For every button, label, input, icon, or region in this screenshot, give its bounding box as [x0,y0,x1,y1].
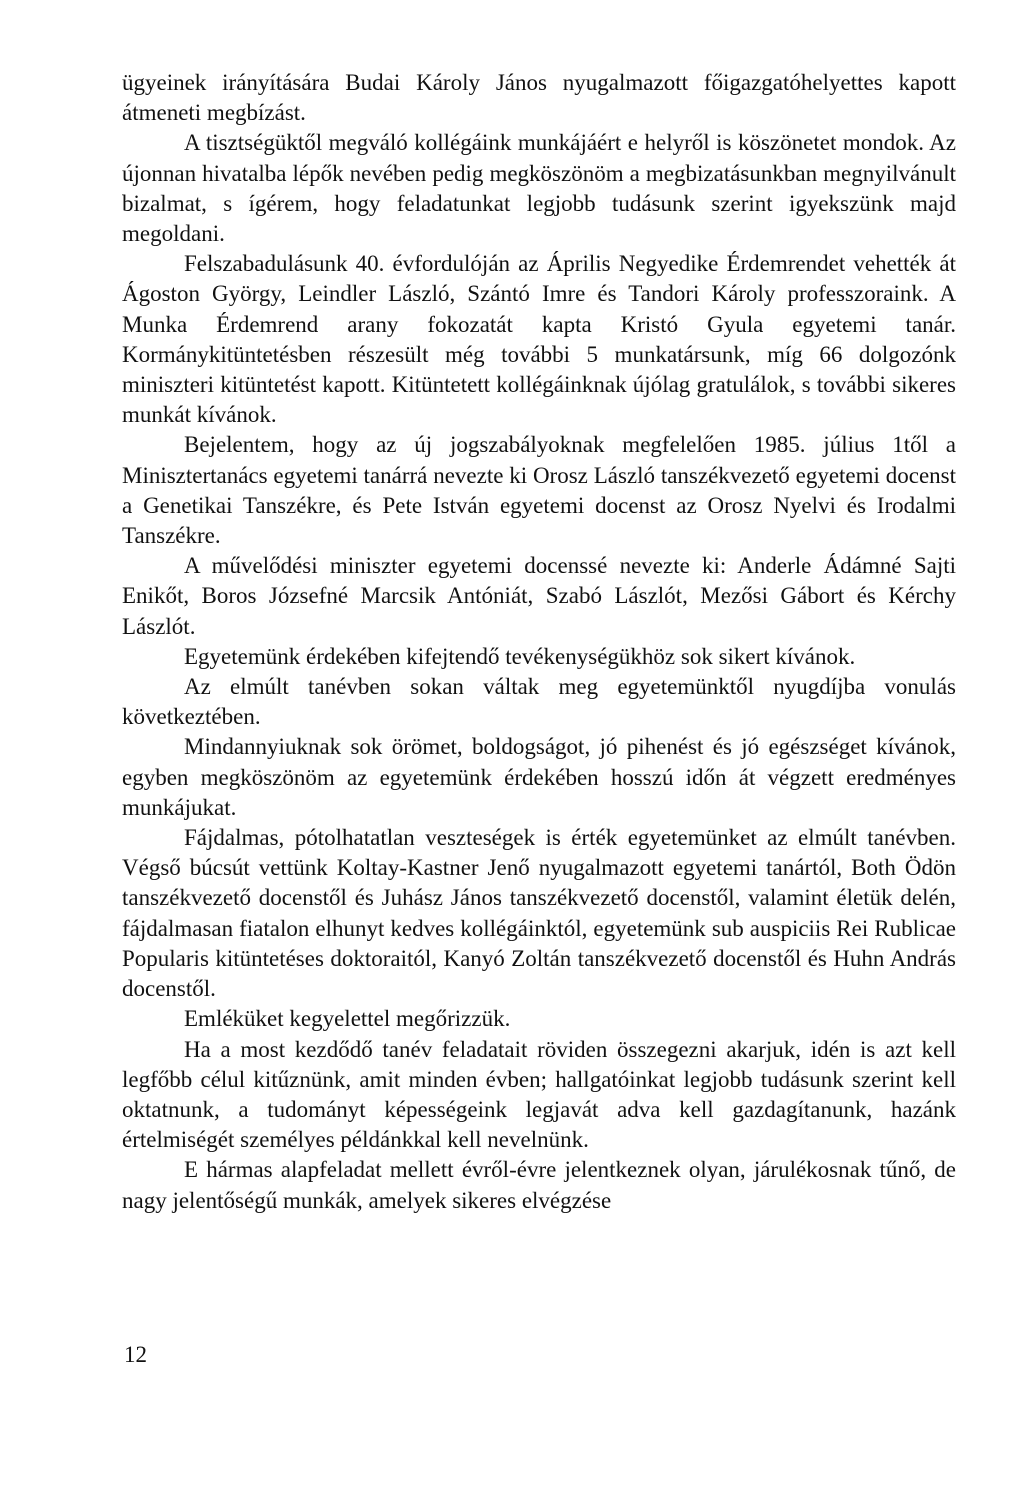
paragraph-2: A tisztségüktől megváló kollégáink munkájáért e helyről is köszönetet mondok. Az újonnan hivatalba lépők nevében pedig megköszönöm a megbizatásunkban megnyilvánult bizalmat, s ígérem, hogy feladatunkat legjobb tudásunk szerint igyekszünk majd megoldani. [122,130,956,247]
paragraph-8: Mindannyiuknak sok örömet, boldogságot, jó pihenést és jó egészséget kívánok, egyben megköszönöm az egyetemünk érdekében hosszú időn át végzett eredményes munkájukat. [122,734,956,820]
paragraph-7: Az elmúlt tanévben sokan váltak meg egyetemünktől nyugdíjba vonulás következtében. [122,674,956,730]
paragraph-9: Fájdalmas, pótolhatatlan veszteségek is érték egyetemünket az elmúlt tanévben. Végső búcsút vettünk Koltay-Kastner Jenő nyugalmazott egyetemi tanártól, Both Ödön tanszékvezető docenstől és Juhász János tanszékvezető docenstől, valamint életük delén, fájdalmasan fiatalon elhunyt kedves kollégáinktól, egyetemünk sub auspiciis Rei Rublicae Popularis kitüntetéses doktoraitól, Kanyó Zoltán tanszékvezető docenstől és Huhn András docenstől. [122,825,956,1002]
paragraph-1: ügyeinek irányítására Budai Károly János nyugalmazott főigazgatóhelyettes kapott átmeneti megbízást. [122,70,956,126]
paragraph-12: E hármas alapfeladat mellett évről-évre jelentkeznek olyan, járulékosnak tűnő, de nagy jelentőségű munkák, amelyek sikeres elvégzése [122,1157,956,1213]
document-body [122,68,956,1216]
paragraph-3: Felszabadulásunk 40. évfordulóján az Április Negyedike Érdemrendet vehették át Ágoston György, Leindler László, Szántó Imre és Tandori Károly professzoraink. A Munka Érdemrend arany fokozatát kapta Kristó Gyula egyetemi tanár. Kormánykitüntetésben részesült még további 5 munkatársunk, míg 66 dolgozónk miniszteri kitüntetést kapott. Kitüntetett kollégáinknak újólag gratulálok, s további sikeres munkát kívánok. [122,251,956,428]
paragraph-10: Emléküket kegyelettel megőrizzük. [184,1006,511,1032]
page-number: 12 [124,1342,147,1367]
paragraph-11: Ha a most kezdődő tanév feladatait röviden összegezni akarjuk, idén is azt kell legfőbb célul kitűznünk, amit minden évben; hallgatóinkat legjobb tudásunk szerint kell oktatnunk, a tudományt képességeink legjavát adva kell gazdagítanunk, hazánk értelmiségét személyes példánkkal kell nevelnünk. [122,1036,956,1153]
paragraph-6: Egyetemünk érdekében kifejtendő tevékenységükhöz sok sikert kívánok. [184,643,856,669]
paragraph-4: Bejelentem, hogy az új jogszabályoknak megfelelően 1985. július 1től a Minisztertanács egyetemi tanárrá nevezte ki Orosz László tanszékvezető egyetemi docenst a Genetikai Tanszékre, és Pete István egyetemi docenst az Orosz Nyelvi és Irodalmi Tanszékre. [122,432,956,549]
paragraph-5: A művelődési miniszter egyetemi docenssé nevezte ki: Anderle Ádámné Sajti Enikőt, Boros Józsefné Marcsik Antóniát, Szabó Lászlót, Mezősi Gábort és Kérchy Lászlót. [122,553,956,639]
